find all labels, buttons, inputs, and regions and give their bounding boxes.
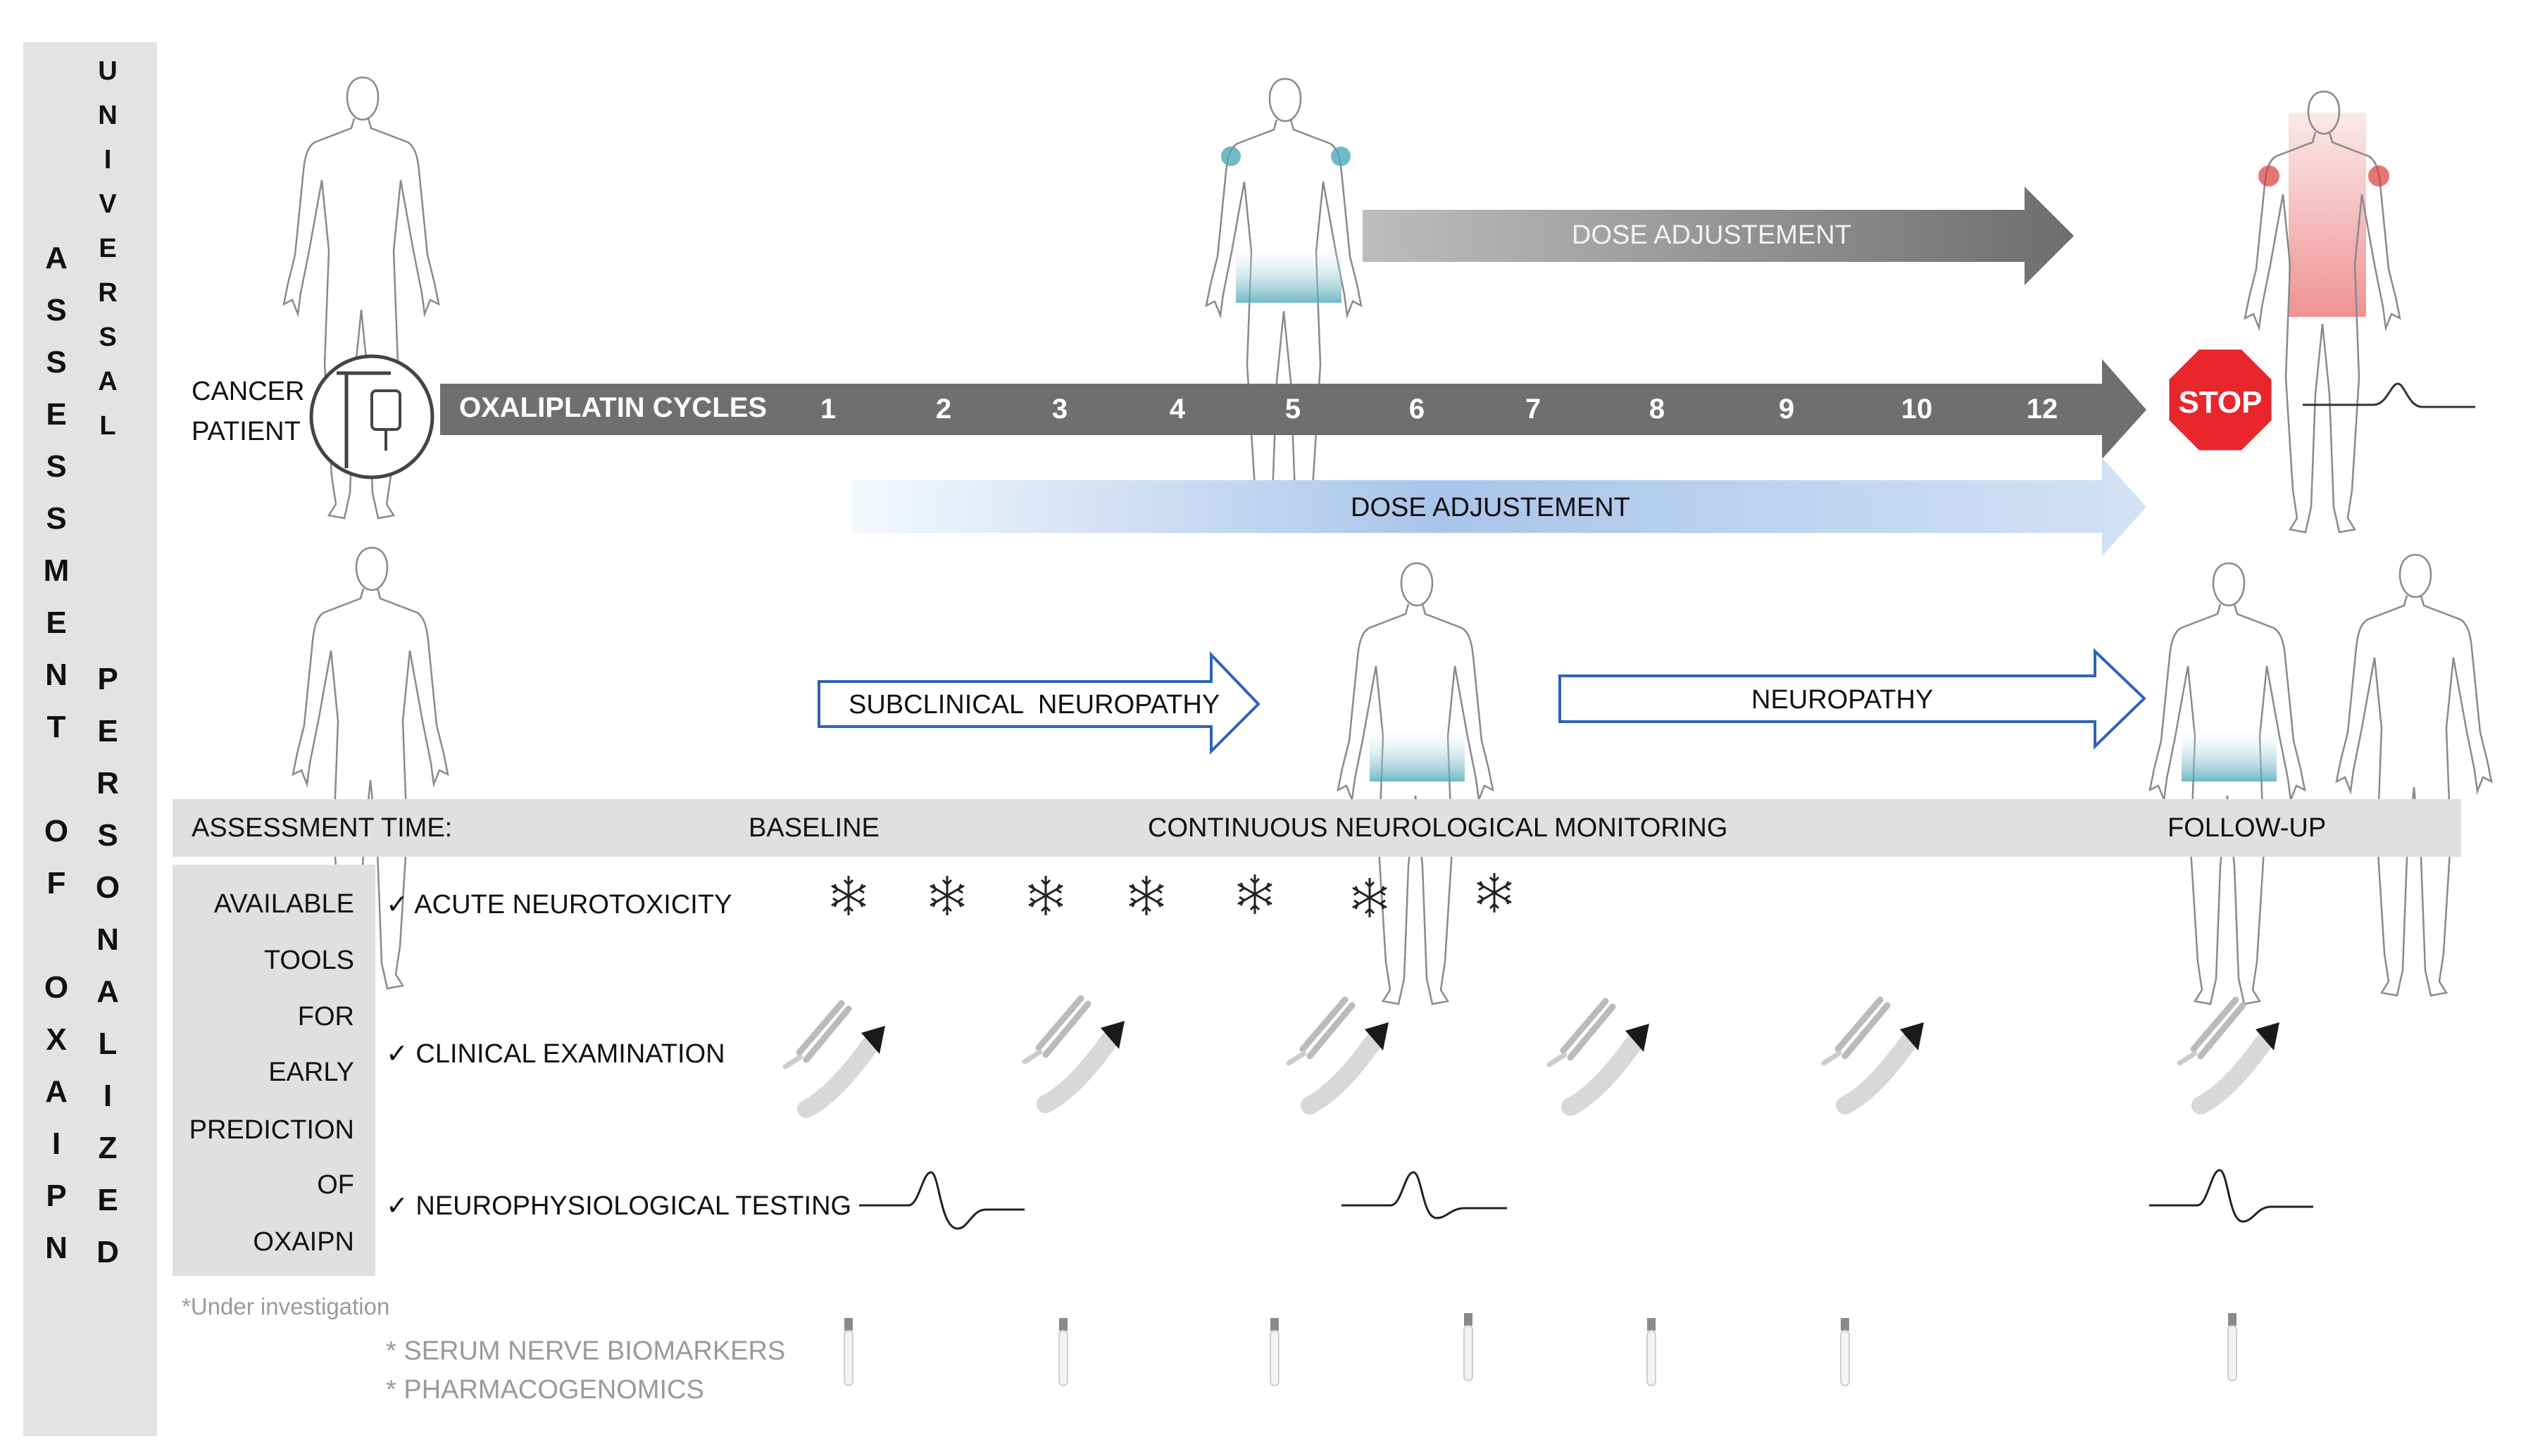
snowflake-icon xyxy=(1477,873,1511,912)
sidebar-letter: X xyxy=(46,1022,67,1057)
body-mild-universal xyxy=(1206,79,1361,520)
sidebar-letter: S xyxy=(97,818,118,853)
cycle-number: 1 xyxy=(820,394,837,425)
sidebar-letter: Z xyxy=(98,1131,118,1165)
sidebar-letter: A xyxy=(96,974,119,1009)
sidebar-letter: T xyxy=(46,710,66,744)
blood-tube-icon xyxy=(1059,1318,1068,1386)
sidebar-letter: E xyxy=(97,714,118,748)
tools-box-line: FOR xyxy=(297,1002,354,1031)
sidebar-letter: O xyxy=(95,870,120,905)
tool-neurophysiological-testing: ✓ NEUROPHYSIOLOGICAL TESTING xyxy=(386,1191,852,1221)
assessment-time-label: ASSESSMENT TIME: xyxy=(192,813,453,843)
cycle-number: 9 xyxy=(1778,394,1795,425)
sidebar-letter: U xyxy=(98,56,118,86)
stop-label: STOP xyxy=(2178,385,2263,420)
sidebar-letter: A xyxy=(98,367,118,396)
sidebar-letter: M xyxy=(43,553,70,588)
snowflake-icon xyxy=(1029,876,1063,915)
investigation-note: *Under investigation xyxy=(182,1293,390,1319)
sidebar-letter: P xyxy=(97,662,118,696)
sidebar-letter: A xyxy=(45,1074,68,1109)
followup-label: FOLLOW-UP xyxy=(2167,813,2327,843)
tools-box-line: AVAILABLE xyxy=(213,889,354,919)
snowflake-icon xyxy=(1130,876,1163,915)
sidebar-letter: S xyxy=(46,449,67,484)
blood-tube-icon xyxy=(2228,1313,2237,1381)
cycle-number: 12 xyxy=(2026,394,2058,425)
body-mild-personalized-1 xyxy=(1338,563,1493,1004)
sidebar-letter: F xyxy=(46,866,66,900)
subclinical-label: SUBCLINICAL NEUROPATHY xyxy=(849,690,1220,720)
pharmacogenomics-label: * PHARMACOGENOMICS xyxy=(386,1375,704,1405)
sidebar-letter: A xyxy=(45,241,68,275)
neuropathy-label: NEUROPATHY xyxy=(1751,685,1934,715)
sidebar-letter: I xyxy=(51,1126,61,1161)
sidebar-letter: E xyxy=(46,397,67,432)
sidebar-letter: V xyxy=(99,189,117,219)
tools-box-line: EARLY xyxy=(268,1058,354,1087)
baseline-label: BASELINE xyxy=(749,813,880,843)
body-severe-universal xyxy=(2245,92,2400,532)
sidebar-letter: O xyxy=(44,814,69,848)
sidebar-letter: N xyxy=(45,658,68,692)
reflex-hammer-icon xyxy=(785,1003,885,1109)
reflex-hammer-icon xyxy=(1549,1001,1649,1107)
tool-clinical-examination: ✓ CLINICAL EXAMINATION xyxy=(386,1039,725,1069)
cycle-number: 10 xyxy=(1901,394,1933,425)
continuous-monitoring-label: CONTINUOUS NEUROLOGICAL MONITORING xyxy=(1148,813,1728,843)
sidebar-letter: N xyxy=(96,922,119,957)
sidebar-letter: P xyxy=(46,1179,67,1213)
waveform-icon xyxy=(859,1172,1025,1229)
blood-tube-icon xyxy=(1841,1318,1849,1386)
sidebar-letter: E xyxy=(99,234,117,263)
snowflake-icon xyxy=(930,876,964,915)
patient-label-line1: CANCER xyxy=(192,377,305,406)
tools-box-line: PREDICTION xyxy=(189,1115,354,1145)
patient-label-line2: PATIENT xyxy=(192,417,301,446)
sidebar-letter: R xyxy=(98,278,118,308)
reflex-hammer-icon xyxy=(1289,1000,1389,1105)
waveform-icon xyxy=(1341,1172,1507,1218)
blood-tube-icon xyxy=(844,1318,853,1386)
cycle-number: 2 xyxy=(935,394,952,425)
cycles-label: OXALIPLATIN CYCLES xyxy=(459,392,768,423)
reflex-hammer-icon xyxy=(1025,998,1125,1104)
blood-tube-icon xyxy=(1647,1318,1656,1386)
sidebar-letter: S xyxy=(46,501,67,536)
sidebar-letter: S xyxy=(46,345,67,379)
sidebar-letter: D xyxy=(96,1235,119,1269)
reflex-hammer-icon xyxy=(1824,1000,1924,1105)
sidebar-letter: S xyxy=(46,293,67,327)
tools-box-line: OXAIPN xyxy=(253,1227,354,1257)
waveform-icon xyxy=(2149,1170,2313,1222)
sidebar-letter: L xyxy=(99,411,116,441)
snowflake-icon xyxy=(1238,874,1272,914)
tools-box-line: TOOLS xyxy=(263,946,354,975)
personalized-dose-label: DOSE ADJUSTEMENT xyxy=(1351,493,1630,522)
snowflake-icon xyxy=(832,876,865,915)
sidebar-letter: S xyxy=(99,322,117,352)
tool-acute-neurotoxicity: ✓ ACUTE NEUROTOXICITY xyxy=(386,890,732,920)
cycle-number: 8 xyxy=(1649,394,1665,425)
cycle-number: 4 xyxy=(1169,394,1186,425)
blood-tube-icon xyxy=(1270,1318,1279,1386)
sidebar-letter: R xyxy=(96,766,119,801)
sidebar-letter: N xyxy=(98,101,118,130)
body-recovered-personalized xyxy=(2337,555,2491,996)
tools-box-line: OF xyxy=(317,1170,354,1200)
iv-bag-icon xyxy=(311,356,432,477)
cycle-number: 3 xyxy=(1051,394,1068,425)
sidebar-letter: L xyxy=(98,1027,118,1061)
universal-dose-label: DOSE ADJUSTEMENT xyxy=(1572,220,1851,250)
cycle-number: 7 xyxy=(1525,394,1541,425)
reflex-hammer-icon xyxy=(2179,1000,2279,1105)
sidebar-letter: E xyxy=(46,605,67,640)
sidebar-letter: E xyxy=(97,1183,118,1217)
sidebar-letter: I xyxy=(103,1079,113,1113)
blood-tube-icon xyxy=(1464,1313,1472,1381)
body-mild-personalized-2 xyxy=(2150,563,2305,1004)
cycle-number: 6 xyxy=(1408,394,1425,425)
serum-biomarkers-label: * SERUM NERVE BIOMARKERS xyxy=(386,1336,786,1366)
cycle-number: 5 xyxy=(1284,394,1301,425)
sidebar-letter: O xyxy=(44,970,69,1005)
sidebar-letter: I xyxy=(104,145,112,175)
sidebar-letter: N xyxy=(45,1231,68,1265)
